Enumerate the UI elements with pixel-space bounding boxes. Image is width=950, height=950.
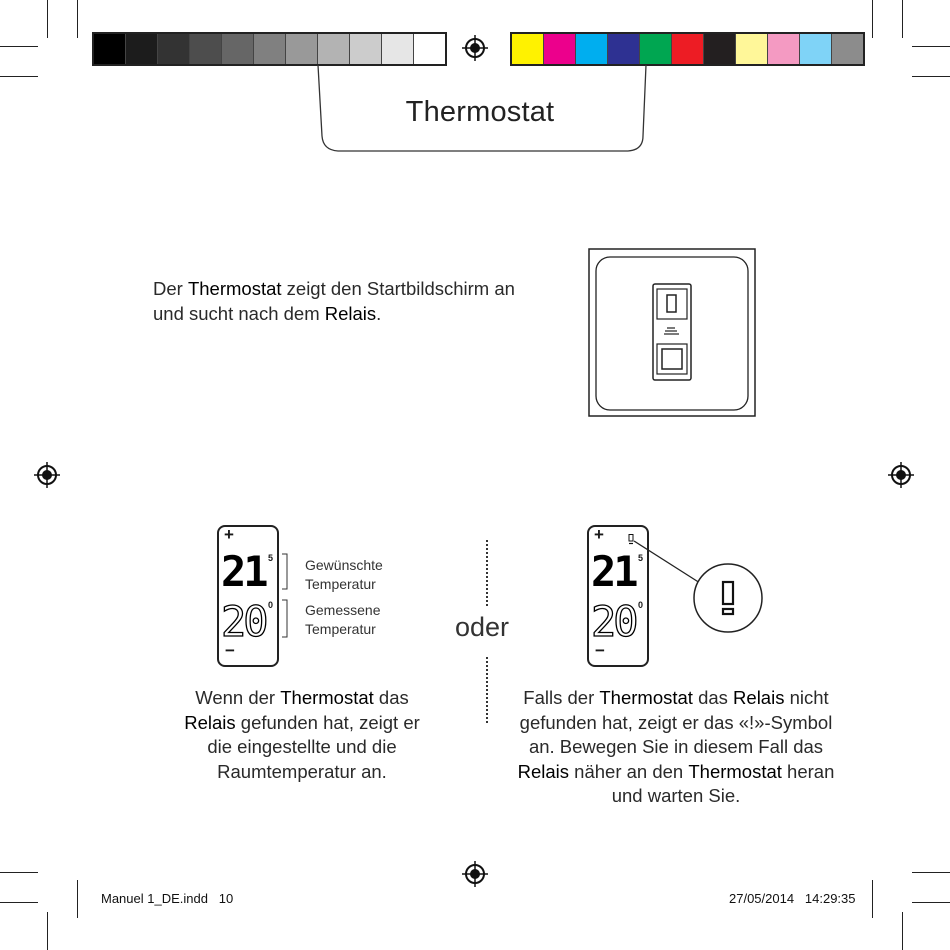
set-temperature-decimal: 5 bbox=[268, 553, 274, 563]
minus-icon: − bbox=[595, 641, 605, 660]
color-swatch bbox=[736, 34, 768, 64]
plus-icon: + bbox=[224, 525, 234, 544]
divider-dots-bottom bbox=[486, 657, 488, 723]
registration-mark-icon bbox=[462, 35, 488, 61]
thermostat-device-illustration bbox=[588, 248, 756, 418]
warning-callout bbox=[630, 535, 770, 635]
thermostat-display-left bbox=[217, 525, 279, 667]
color-swatch bbox=[704, 34, 736, 64]
registration-mark-icon bbox=[34, 462, 60, 488]
measured-temperature-label: Gemessene Temperatur bbox=[305, 602, 381, 637]
color-swatch bbox=[190, 34, 222, 64]
measured-temperature-decimal: 0 bbox=[268, 600, 274, 610]
color-swatch bbox=[222, 34, 254, 64]
measured-temperature-digits: 20 bbox=[591, 597, 636, 646]
color-swatch bbox=[832, 34, 863, 64]
left-caption: Wenn der Thermostat das Relais gefunden hat, zeigt er die eingestellte und die Raumtemperatur an. bbox=[184, 687, 420, 782]
desired-temperature-label: Gewünschte Temperatur bbox=[305, 557, 383, 592]
color-swatch bbox=[126, 34, 158, 64]
divider-dots-top bbox=[486, 540, 488, 606]
set-temperature-digits: 21 bbox=[221, 547, 266, 596]
plus-icon: + bbox=[594, 525, 604, 544]
set-temperature-decimal: 5 bbox=[638, 553, 644, 563]
registration-mark-icon bbox=[462, 861, 488, 887]
color-swatch bbox=[254, 34, 286, 64]
right-caption: Falls der Thermostat das Relais nicht gefunden hat, zeigt er das «!»-Symbol an. Bewegen Sie in diesem Fall das Relais näher an den Thermostat heran und warten Sie. bbox=[517, 687, 835, 806]
footer-file-info: Manuel 1_DE.indd 10 bbox=[101, 891, 234, 906]
color-swatch bbox=[768, 34, 800, 64]
color-swatch bbox=[800, 34, 832, 64]
page-title: Thermostat bbox=[405, 96, 555, 128]
measured-temperature-decimal: 0 bbox=[638, 600, 644, 610]
registration-mark-icon bbox=[888, 462, 914, 488]
minus-icon: − bbox=[225, 641, 235, 660]
color-swatch bbox=[158, 34, 190, 64]
oder-separator: oder bbox=[455, 612, 510, 642]
color-swatch bbox=[94, 34, 126, 64]
color-swatch bbox=[672, 34, 704, 64]
intro-paragraph: Der Thermostat zeigt den Startbildschirm an und sucht nach dem Relais. bbox=[153, 278, 515, 324]
measured-temperature-digits: 20 bbox=[221, 597, 266, 646]
set-temperature-digits: 21 bbox=[591, 547, 636, 596]
footer-timestamp: 27/05/2014 14:29:35 bbox=[729, 891, 856, 906]
label-brackets bbox=[280, 553, 296, 639]
